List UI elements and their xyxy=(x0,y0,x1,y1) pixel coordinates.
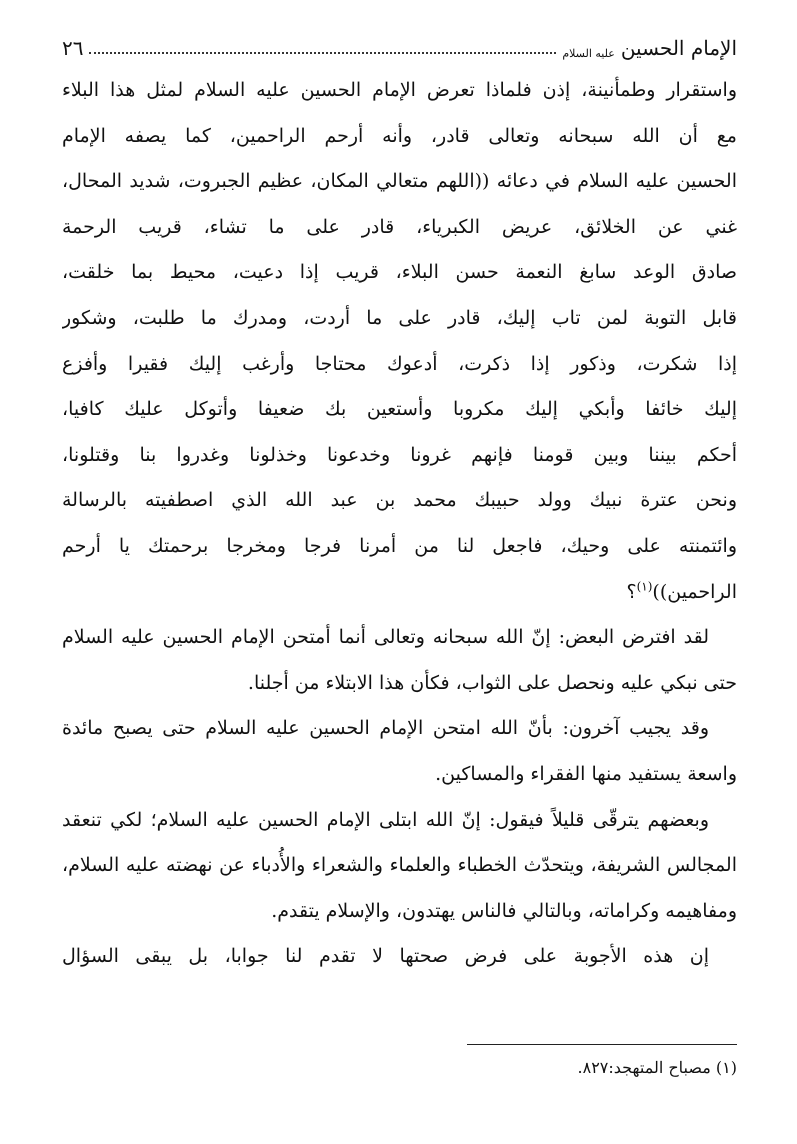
footnote-reference: (١) xyxy=(636,579,653,594)
text-line xyxy=(62,570,737,616)
text-line: مع أن الله سبحانه وتعالى قادر، وأنه أرحم الراحمين، كما يصفه الإمام xyxy=(62,124,737,147)
question-mark: ؟ xyxy=(626,580,637,603)
text-line: ونحن عترة نبيك وولد حبيبك محمد بن عبد الله الذي اصطفيته بالرسالة xyxy=(62,489,737,512)
body-text xyxy=(62,68,737,980)
header-dot-leader xyxy=(89,52,556,54)
footnote-divider xyxy=(467,1044,737,1045)
footnote: (١) مصباح المتهجد:٨٢٧. xyxy=(577,1058,737,1077)
text-line: المجالس الشريفة، ويتحدّث الخطباء والعلماء والشعراء والأُدباء عن نهضته عليه السلام، xyxy=(62,854,737,877)
text-line: قابل التوبة لمن تاب إليك، قادر على ما أردت، ومدرك ما طلبت، وشكور xyxy=(62,306,737,329)
text-line: صادق الوعد سابغ النعمة حسن البلاء، قريب إذا دعيت، محيط بما خلقت، xyxy=(62,261,737,284)
text-line: واسعة يستفيد منها الفقراء والمساكين. xyxy=(435,762,737,785)
text-line: إذا شكرت، وذكور إذا ذكرت، أدعوك محتاجا وأرغب إليك فقيرا وأفزع xyxy=(62,352,737,375)
text-line: غني عن الخلائق، عريض الكبرياء، قادر على ما تشاء، قريب الرحمة xyxy=(62,215,737,238)
text-line: حتى نبكي عليه ونحصل على الثواب، فكأن هذا الابتلاء من أجلنا. xyxy=(247,671,737,694)
text-line: وبعضهم يترقّى قليلاً فيقول: إنّ الله ابتلى الإمام الحسين عليه السلام؛ لكي تنعقد xyxy=(62,808,709,831)
text-line: واستقرار وطمأنينة، إذن فلماذا تعرض الإمام الحسين عليه السلام لمثل هذا البلاء xyxy=(62,79,737,101)
text-line: ومفاهيمه وكراماته، وبالتالي فالناس يهتدون، والإسلام يتقدم. xyxy=(271,899,737,922)
page-number: ٢٦ xyxy=(62,36,84,60)
line-text: الراحمين)) xyxy=(652,580,737,603)
running-header xyxy=(62,24,737,60)
text-line: لقد افترض البعض: إنّ الله سبحانه وتعالى أنما أمتحن الإمام الحسين عليه السلام xyxy=(62,626,709,649)
text-line: إن هذه الأجوبة على فرض صحتها لا تقدم لنا جوابا، بل يبقى السؤال xyxy=(62,945,709,968)
header-honorific: عليه السلام xyxy=(562,47,615,60)
text-line: إليك خائفا وأبكي إليك مكروبا وأستعين بك ضعيفا وأتوكل عليك كافيا، xyxy=(62,398,737,421)
text-line: أحكم بيننا وبين قومنا فإنهم غرونا وخدعونا وخذلونا وغدروا بنا وقتلونا، xyxy=(62,443,737,466)
text-line: وائتمنته على وحيك، فاجعل لنا من أمرنا فرجا ومخرجا برحمتك يا أرحم xyxy=(62,534,737,557)
text-line: وقد يجيب آخرون: بأنّ الله امتحن الإمام الحسين عليه السلام حتى يصبح مائدة xyxy=(62,717,709,740)
header-title: الإمام الحسين xyxy=(620,36,737,60)
text-line: الحسين عليه السلام في دعائه ((اللهم متعالي المكان، عظيم الجبروت، شديد المحال، xyxy=(62,170,737,193)
